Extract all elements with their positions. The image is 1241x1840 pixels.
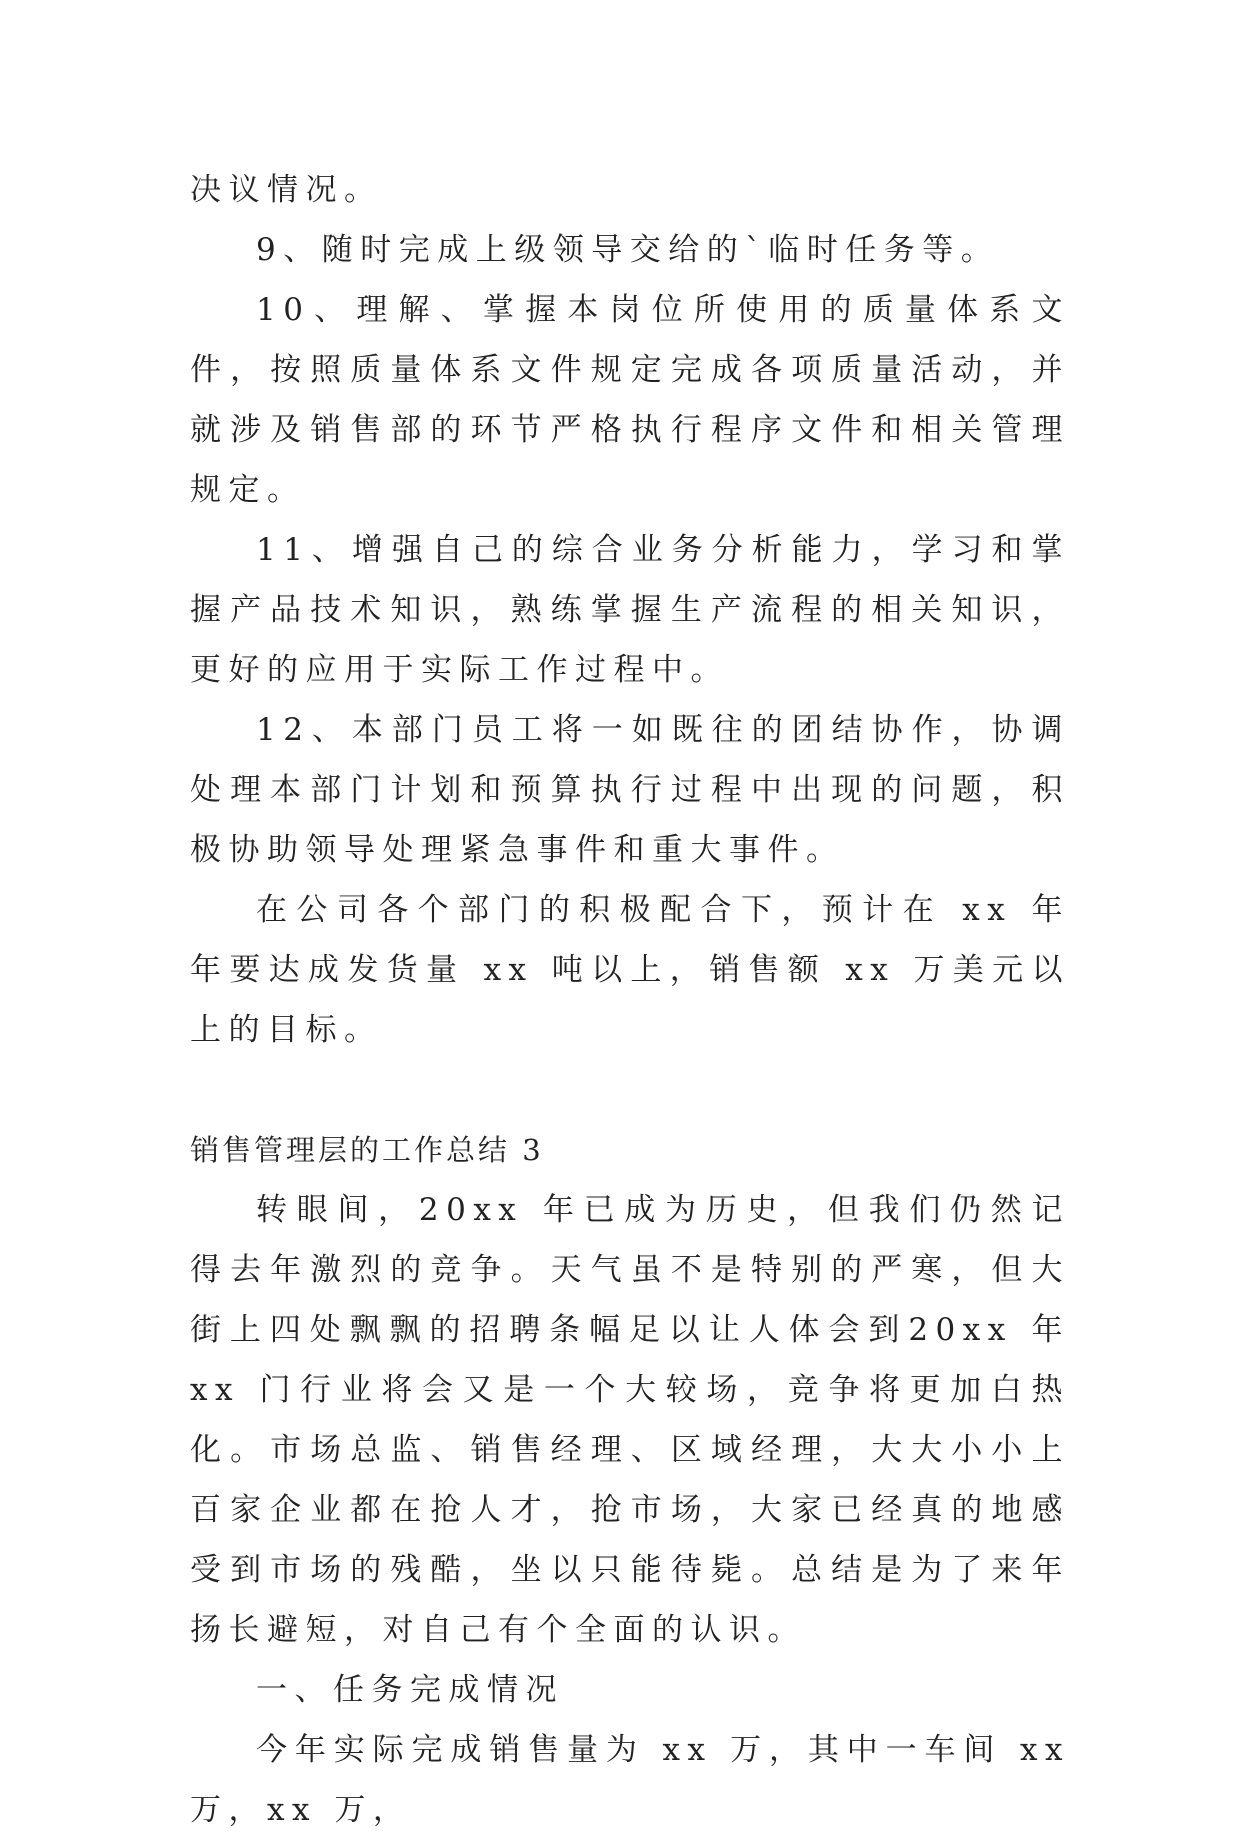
paragraph-item-12: 12、本部门员工将一如既往的团结协作，协调处理本部门计划和预算执行过程中出现的问题，积极协助领导处理紧急事件和重大事件。	[190, 712, 1070, 868]
paragraph-continuation: 决议情况。	[190, 172, 383, 208]
paragraph-sales-volume: 今年实际完成销售量为 xx 万，其中一车间 xx 万，xx 万，	[190, 1732, 1070, 1828]
paragraph-item-10: 10、理解、掌握本岗位所使用的质量体系文件，按照质量体系文件规定完成各项质量活动，并就涉及销售部的环节严格执行程序文件和相关管理规定。	[190, 292, 1070, 508]
paragraph-target: 在公司各个部门的积极配合下，预计在 xx 年年要达成发货量 xx 吨以上，销售额 xx 万美元以上的目标。	[190, 892, 1070, 1048]
section-title: 销售管理层的工作总结 3	[190, 1133, 544, 1167]
subheading-task-completion: 一、任务完成情况	[256, 1672, 564, 1708]
paragraph-item-9: 9、随时完成上级领导交给的`临时任务等。	[256, 232, 1000, 268]
section-spacer	[190, 1060, 1070, 1120]
paragraph-intro: 转眼间，20xx 年已成为历史，但我们仍然记得去年激烈的竞争。天气虽不是特别的严寒，但大街上四处飘飘的招聘条幅足以让人体会到20xx 年 xx 门行业将会又是一个大较场，竞争将更加白热化。市场总监、销售经理、区域经理，大大小小上百家企业都在抢人才，抢市场，大家已经真的地感受到市场的残酷，坐以只能待毙。总结是为了来年扬长避短，对自己有个全面的认识。	[190, 1192, 1070, 1648]
paragraph-item-11: 11、增强自己的综合业务分析能力，学习和掌握产品技术知识，熟练掌握生产流程的相关知识，更好的应用于实际工作过程中。	[190, 532, 1070, 688]
document-page	[190, 160, 1070, 1840]
